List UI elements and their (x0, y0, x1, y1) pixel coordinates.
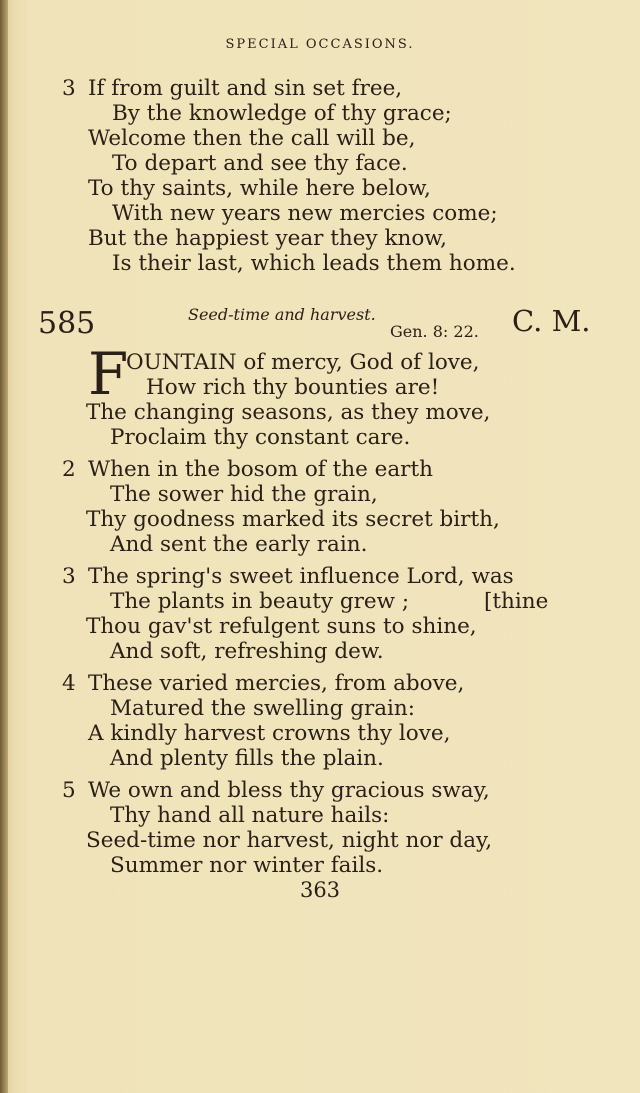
verse-line: But the happiest year they know, (88, 226, 447, 251)
verse-number: 3 (62, 564, 76, 589)
verse-line: When in the bosom of the earth (88, 457, 433, 482)
page-number: 363 (299, 878, 341, 902)
verse-line: The spring's sweet influence Lord, was (88, 564, 514, 589)
verse-line: The changing seasons, as they move, (86, 400, 491, 425)
verse-number: 2 (62, 457, 76, 482)
verse-number: 4 (62, 671, 76, 696)
scripture-reference: Gen. 8: 22. (390, 322, 479, 341)
verse-line: OUNTAIN of mercy, God of love, (126, 350, 480, 375)
verse-line: Seed-time nor harvest, night nor day, (86, 828, 493, 853)
verse-line: To depart and see thy face. (112, 151, 408, 176)
verse-line: And sent the early rain. (110, 532, 368, 557)
verse-line: By the knowledge of thy grace; (112, 101, 452, 126)
verse-line: We own and bless thy gracious sway, (88, 778, 490, 803)
verse-line: A kindly harvest crowns thy love, (88, 721, 451, 746)
hymn-title: Seed-time and harvest. (188, 305, 376, 324)
verse-line: With new years new mercies come; (112, 201, 498, 226)
verse-line: Thy hand all nature hails: (110, 803, 390, 828)
hymn-number: 585 (38, 306, 96, 341)
running-head: SPECIAL OCCASIONS. (225, 37, 415, 52)
verse-line: Thou gav'st refulgent suns to shine, (86, 614, 477, 639)
verse-line: The plants in beauty grew ; (110, 589, 410, 614)
verse-line: Thy goodness marked its secret birth, (86, 507, 500, 532)
turnover-word: [thine (484, 589, 549, 614)
verse-number: 5 (62, 778, 76, 803)
book-spine-edge (0, 0, 8, 1093)
verse-line: How rich thy bounties are! (146, 375, 440, 400)
verse-line: Welcome then the call will be, (88, 126, 416, 151)
verse-line: To thy saints, while here below, (88, 176, 431, 201)
verse-line: If from guilt and sin set free, (88, 76, 403, 101)
verse-line: And plenty fills the plain. (110, 746, 384, 771)
verse-line: These varied mercies, from above, (88, 671, 465, 696)
verse-line: Proclaim thy constant care. (110, 425, 411, 450)
hymn-meter: C. M. (512, 304, 591, 338)
drop-cap: F (88, 340, 129, 408)
verse-line: The sower hid the grain, (110, 482, 378, 507)
verse-number: 3 (62, 76, 76, 101)
verse-line: And soft, refreshing dew. (110, 639, 384, 664)
verse-line: Summer nor winter fails. (110, 853, 384, 878)
verse-line: Is their last, which leads them home. (112, 251, 516, 276)
verse-line: Matured the swelling grain: (110, 696, 416, 721)
